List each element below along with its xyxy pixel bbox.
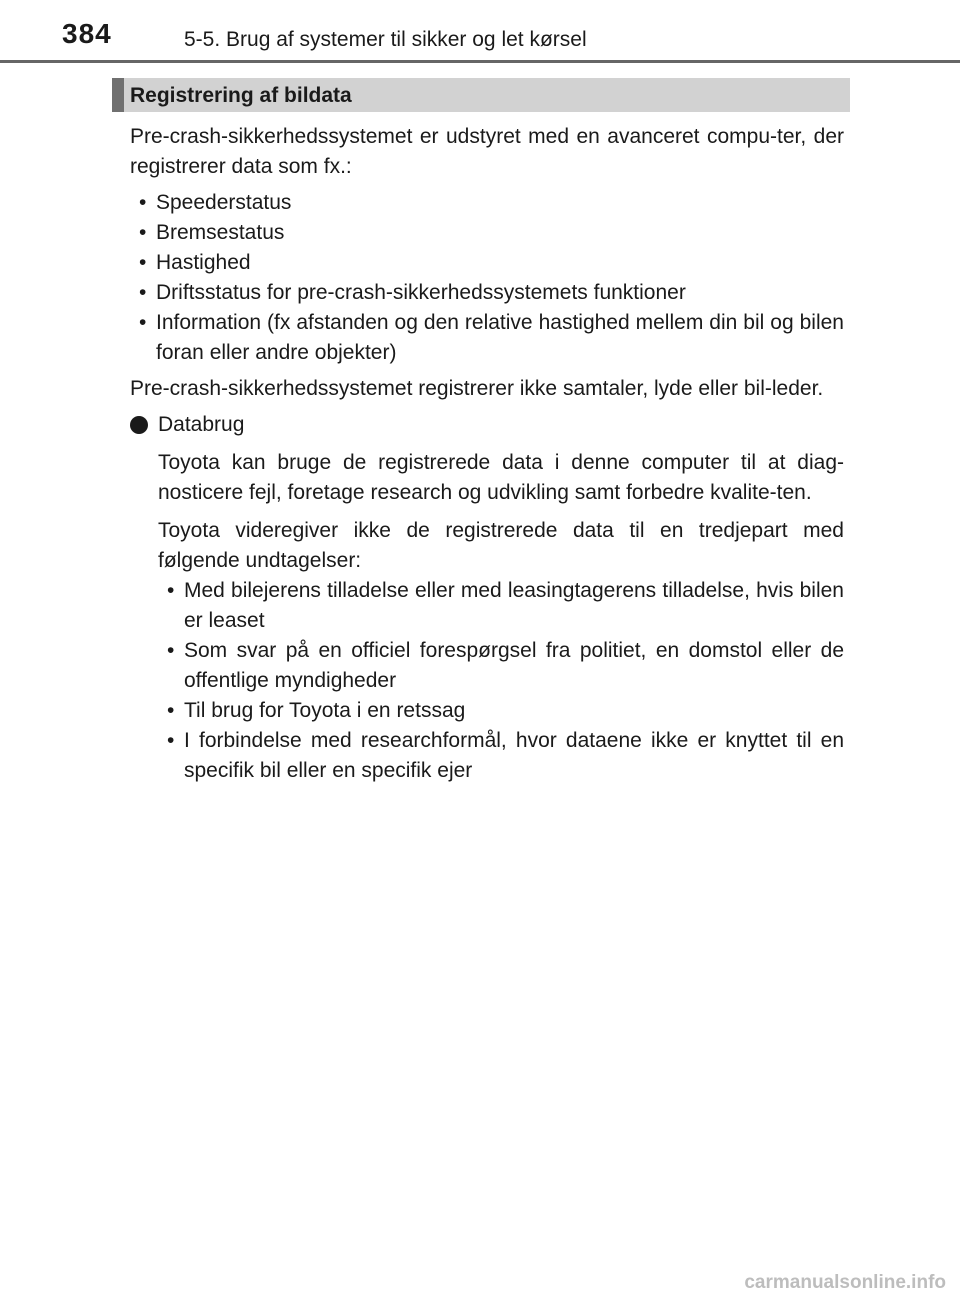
chapter-title: 5-5. Brug af systemer til sikker og let kørsel (184, 28, 587, 51)
data-use-section (130, 448, 844, 786)
exceptions-list (158, 576, 844, 786)
list-item: • I forbindelse med researchformål, hvor dataene ikke er knyttet til en specifik bil eller en specifik ejer (158, 726, 844, 786)
header-divider (0, 60, 960, 63)
list-item: • Bremsestatus (130, 218, 844, 248)
disclosure-paragraph: Toyota videregiver ikke de registrerede data til en tredjepart med følgende undtagelser: (158, 519, 844, 572)
filled-circle-icon (130, 416, 148, 434)
page-number: 384 (62, 18, 112, 49)
list-item: • Med bilejerens tilladelse eller med leasingtagerens tilladelse, hvis bilen er leaset (158, 576, 844, 636)
main-content (130, 122, 844, 792)
list-item: • Speederstatus (130, 188, 844, 218)
list-item: • Til brug for Toyota i en retssag (158, 696, 844, 726)
section-title: Registrering af bildata (130, 84, 352, 107)
page-header (0, 0, 960, 66)
data-use-heading (130, 410, 844, 440)
watermark: carmanualsonline.info (744, 1272, 946, 1293)
no-recording-paragraph: Pre-crash-sikkerhedssystemet registrerer ikke samtaler, lyde eller bil-leder. (130, 377, 824, 400)
list-item: • Som svar på en officiel forespørgsel fra politiet, en domstol eller de offentlige myndigheder (158, 636, 844, 696)
list-item: • Hastighed (130, 248, 844, 278)
list-item: • Driftsstatus for pre-crash-sikkerhedssystemets funktioner (130, 278, 844, 308)
section-bar-accent (112, 78, 124, 112)
recorded-data-list (130, 188, 844, 368)
data-use-paragraph: Toyota kan bruge de registrerede data i denne computer til at diag-nosticere fejl, foretage research og udvikling samt forbedre kvalite-ten. (158, 451, 844, 504)
intro-paragraph: Pre-crash-sikkerhedssystemet er udstyret med en avanceret compu-ter, der registrerer data som fx.: (130, 125, 844, 178)
data-use-heading-text: Databrug (158, 413, 245, 436)
list-item: • Information (fx afstanden og den relative hastighed mellem din bil og bilen foran eller andre objekter) (130, 308, 844, 368)
